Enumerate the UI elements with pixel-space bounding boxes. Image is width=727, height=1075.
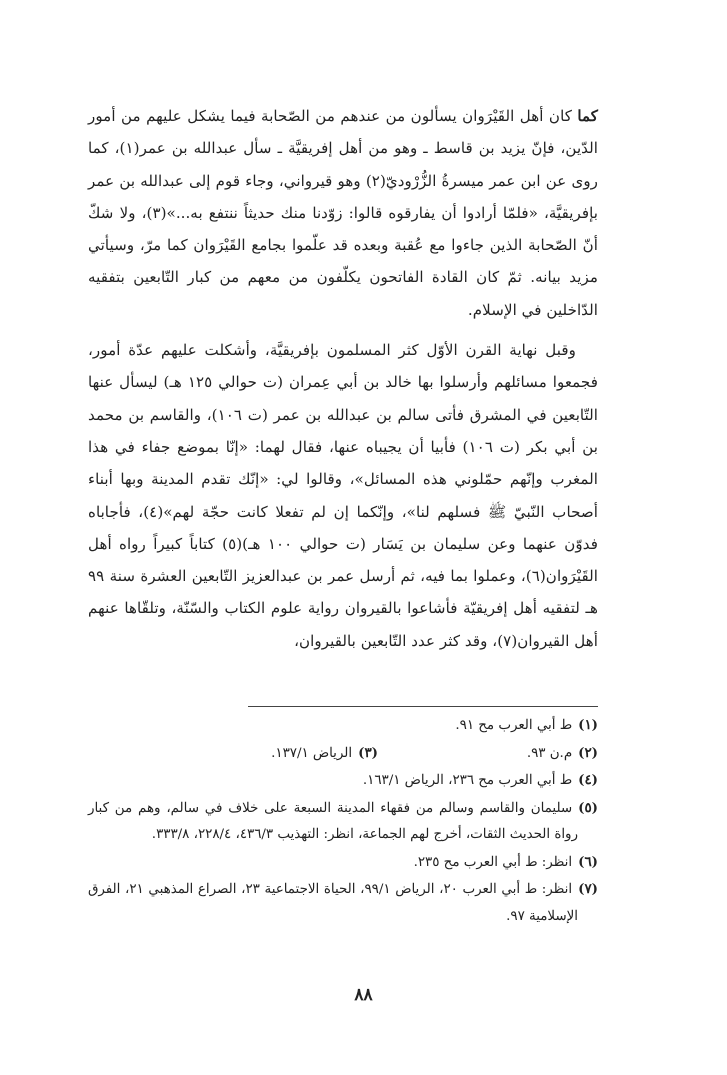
footnote-text: ط أبي العرب مح ٩١. bbox=[455, 718, 573, 733]
paragraph-1 bbox=[88, 100, 598, 326]
footnote-4 bbox=[88, 767, 598, 795]
footnote-number: (١) bbox=[578, 717, 598, 733]
paragraph-lead-word: كما bbox=[577, 107, 599, 125]
footnote-2 bbox=[378, 740, 598, 768]
page-number: ٨٨ bbox=[354, 985, 373, 1005]
footnote-divider bbox=[248, 706, 598, 707]
footnote-text: الرياض ١٣٧/١. bbox=[271, 745, 353, 761]
footnote-number: (٧) bbox=[578, 881, 598, 897]
footnote-6 bbox=[88, 849, 598, 877]
footnote-text: م.ن ٩٣. bbox=[526, 745, 573, 761]
footnote-3 bbox=[158, 740, 378, 768]
paragraph-1-text: كان أهل القَيْرَوان يسألون من عندهم من الصّحابة فيما يشكل عليهم من أمور الدّين، فإنّ يزيد بن قاسط ـ وهو من أهل إفريقيَّة ـ سأل عبدالله بن عمر(١)، كما روى عن ابن عمر ميسرةُ الزُّرْوديّ(٢) وهو قيرواني، وجاء قوم إلى عبدالله بن عمر بإفريقيَّة، «فلمّا أرادوا أن يفارقوه قالوا: زوّدنا منك حديثاً ننتفع به...»(٣)، ولا شكّ أنّ الصّحابة الذين جاءوا مع عُقبة وبعده قد علّموا بجامع القَيْرَوان كما مرّ، وسيأتي مزيد بيانه. ثمّ كان القادة الفاتحون يكلّفون من معهم من كبار التّابعين بتفقيه الدّاخلين في الإسلام. bbox=[88, 107, 599, 319]
footnote-number: (٥) bbox=[578, 799, 598, 816]
footnote-7 bbox=[88, 876, 598, 930]
footnote-number: (٢) bbox=[578, 744, 598, 761]
footnote-1 bbox=[88, 712, 598, 740]
body-text bbox=[88, 100, 598, 665]
footnote-text: سليمان والقاسم وسالم من فقهاء المدينة السبعة على خلاف في سالم، وهم من كبار رواة الحديث الثقات، أخرج لهم الجماعة، انظر: التهذيب ٤٣٦/٣، ٢٢٨/٤، ٣٣٣/٨. bbox=[88, 800, 578, 842]
footnote-number: (٤) bbox=[578, 772, 598, 788]
footnote-number: (٦) bbox=[578, 853, 598, 870]
footnote-5 bbox=[88, 795, 598, 849]
footnotes bbox=[88, 712, 598, 930]
paragraph-2: وقبل نهاية القرن الأوّل كثر المسلمون بإفريقيَّة، وأشكلت عليهم عدّة أمور، فجمعوا مسائلهم وأرسلوا بها خالد بن أبي عِمران (ت حوالي ١٢٥ هـ) ليسأل عنها التّابعين في المشرق فأتى سالم بن عبدالله بن عمر (ت ١٠٦)، والقاسم بن محمد بن أبي بكر (ت ١٠٦) فأبيا أن يجيباه عنها، فقال لهما: «إنّا بموضع جفاء في هذا المغرب وإنّهم حمّلوني هذه المسائل»، وقالوا لي: «إنّك تقدم المدينة وبها أبناء أصحاب النّبيّ ﷺ فسلهم لنا»، وإنّكما إن لم تفعلا كانت حجّة لهم»(٤)، فأجاباه فدوّن عنهما وعن سليمان بن يَسَار (ت حوالي ١٠٠ هـ)(٥) كتاباً كبيراً رواه أهل القَيْرَوان(٦)، وعملوا بما فيه، ثم أرسل عمر بن عبدالعزيز التّابعين العشرة سنة ٩٩ هـ لتفقيه أهل إفريقيّة فأشاعوا بالقيروان رواية علوم الكتاب والسّنّة، وتلقّاها عنهم أهل القيروان(٧)، وقد كثر عدد التّابعين بالقيروان، bbox=[88, 341, 599, 650]
footnote-number: (٣) bbox=[358, 744, 378, 761]
footnote-row bbox=[88, 740, 598, 768]
footnote-text: انظر: ط أبي العرب مح ٢٣٥. bbox=[413, 854, 573, 870]
footnote-text: انظر: ط أبي العرب ٢٠، الرياض ٩٩/١، الحياة الاجتماعية ٢٣، الصراع المذهبي ٢١، الفرق الإسلامية ٩٧. bbox=[88, 882, 578, 924]
footnote-text: ط أبي العرب مح ٢٣٦، الرياض ١٦٣/١. bbox=[362, 773, 573, 788]
